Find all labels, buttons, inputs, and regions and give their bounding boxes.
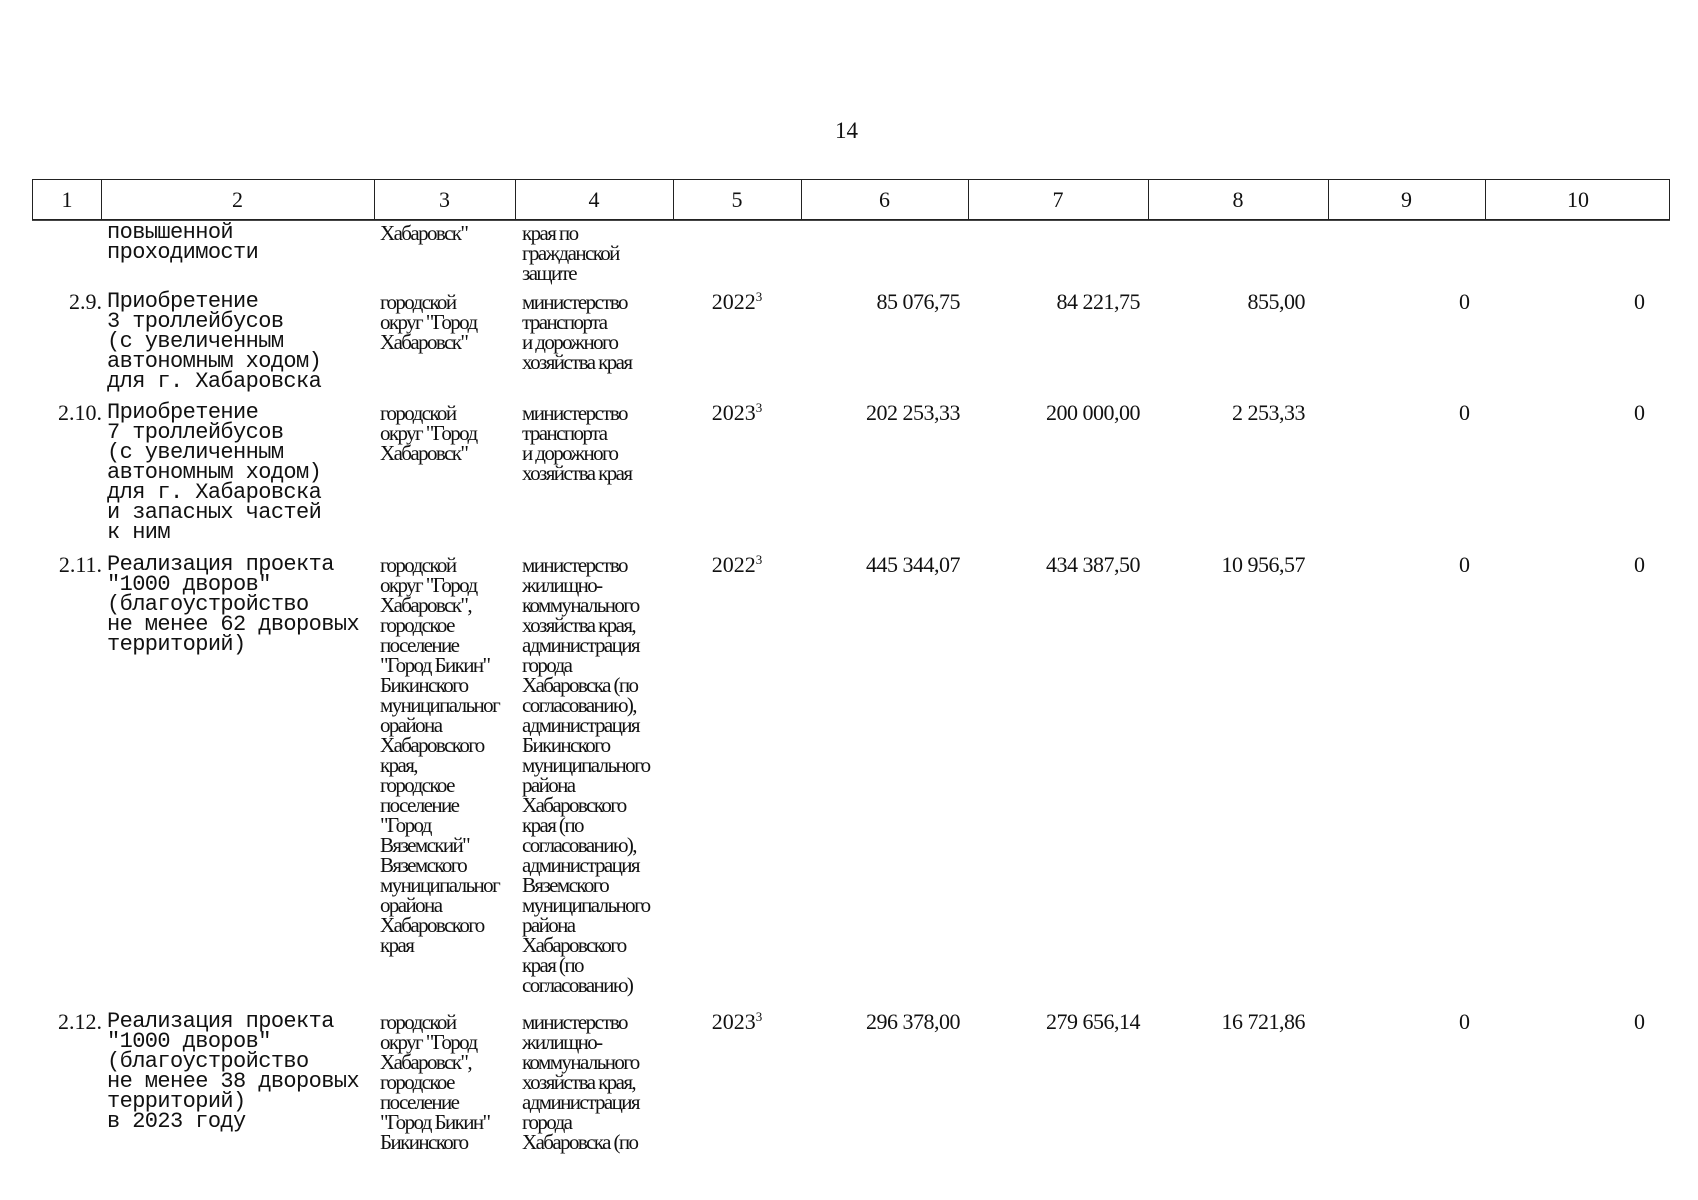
text-line: муниципального — [522, 893, 650, 917]
text-line: орайона — [380, 893, 442, 917]
text-line: муниципальног — [380, 873, 500, 897]
row-value-col7: 279 656,14 — [1046, 1009, 1140, 1034]
text-line: района — [522, 913, 575, 937]
text-line: не менее 38 дворовых — [107, 1069, 360, 1094]
text-line: Хабаровского — [522, 933, 626, 957]
text-line: Бикинского — [522, 733, 610, 757]
text-line: Хабаровского — [380, 733, 484, 757]
text-line: Хабаровска (по — [522, 673, 638, 697]
text-line: "Город — [380, 813, 431, 837]
row-name — [107, 400, 377, 545]
row-executor — [380, 1012, 520, 1152]
text-line: согласованию) — [522, 973, 633, 997]
text-line: Приобретение — [107, 289, 259, 314]
text-line: министерство — [522, 290, 627, 314]
text-line: гражданской — [522, 241, 619, 265]
header-col-7: 7 — [968, 180, 1149, 219]
text-line: городское — [380, 1070, 454, 1094]
text-line: для г. Хабаровска — [107, 369, 322, 394]
row-responsible — [522, 292, 672, 372]
text-line: защите — [522, 261, 576, 285]
text-line: края — [380, 933, 414, 957]
text-line: Хабаровского — [522, 793, 626, 817]
row-executor — [380, 555, 520, 955]
row-value-col9: 0 — [1459, 552, 1470, 577]
text-line: поселение — [380, 793, 459, 817]
text-line: транспорта — [522, 421, 607, 445]
text-line: автономным ходом) — [107, 349, 322, 374]
text-line: не менее 62 дворовых — [107, 612, 360, 637]
text-line: края (по — [522, 813, 583, 837]
text-line: министерство — [522, 1010, 627, 1034]
header-col-6: 6 — [801, 180, 969, 219]
text-line: 2023 — [711, 400, 756, 425]
text-line: администрация — [522, 713, 639, 737]
row-name — [107, 289, 377, 394]
text-line: территорий) — [107, 632, 246, 657]
text-line: хозяйства края — [522, 350, 632, 374]
text-line: жилищно- — [522, 573, 602, 597]
footnote-mark: 3 — [755, 289, 763, 304]
row-name — [107, 220, 377, 265]
text-line: Бикинского — [380, 1130, 468, 1154]
text-line: Приобретение — [107, 400, 259, 425]
row-value-col6: 296 378,00 — [866, 1009, 960, 1034]
text-line: Вяземского — [380, 853, 467, 877]
text-line: к ним — [107, 520, 171, 545]
text-line: проходимости — [107, 240, 259, 265]
text-line: городской — [380, 290, 456, 314]
header-col-4: 4 — [515, 180, 674, 219]
row-year — [674, 400, 800, 425]
text-line: Хабаровск", — [380, 593, 472, 617]
row-executor — [380, 403, 520, 463]
row-year — [674, 1009, 800, 1034]
text-line: "Город Бикин" — [380, 653, 490, 677]
footnote-mark: 3 — [755, 1009, 763, 1024]
text-line: города — [522, 1110, 572, 1134]
header-underline — [32, 220, 1670, 221]
header-col-2: 2 — [101, 180, 375, 219]
text-line: Хабаровск" — [380, 330, 468, 354]
row-name — [107, 552, 377, 657]
text-line: транспорта — [522, 310, 607, 334]
text-line: 7 троллейбусов — [107, 420, 284, 445]
text-line: территорий) — [107, 1089, 246, 1114]
text-line: края по — [522, 221, 578, 245]
text-line: коммунального — [522, 1050, 639, 1074]
row-number: 2.11. — [58, 552, 102, 577]
row-value-col8: 10 956,57 — [1221, 552, 1305, 577]
row-responsible — [522, 555, 672, 995]
text-line: "Город Бикин" — [380, 1110, 490, 1134]
table-header-row — [32, 179, 1670, 220]
text-line: городской — [380, 401, 456, 425]
text-line: городское — [380, 773, 454, 797]
text-line: Реализация проекта — [107, 552, 334, 577]
row-number: 2.10. — [58, 400, 102, 425]
row-executor — [380, 223, 520, 243]
text-line: 2023 — [711, 1009, 756, 1034]
text-line: Хабаровского — [380, 913, 484, 937]
text-line: муниципальног — [380, 693, 500, 717]
text-line: повышенной — [107, 220, 234, 245]
row-value-col9: 0 — [1459, 400, 1470, 425]
text-line: 3 троллейбусов — [107, 309, 284, 334]
text-line: Бикинского — [380, 673, 468, 697]
row-value-col6: 202 253,33 — [866, 400, 960, 425]
text-line: поселение — [380, 633, 459, 657]
text-line: и запасных частей — [107, 500, 322, 525]
row-value-col7: 434 387,50 — [1046, 552, 1140, 577]
row-name — [107, 1009, 377, 1134]
text-line: орайона — [380, 713, 442, 737]
row-value-col8: 16 721,86 — [1221, 1009, 1305, 1034]
text-line: Вяземского — [522, 873, 609, 897]
row-value-col7: 84 221,75 — [1056, 289, 1140, 314]
text-line: округ "Город — [380, 1030, 477, 1054]
text-line: края, — [380, 753, 417, 777]
row-year — [674, 552, 800, 577]
text-line: администрация — [522, 1090, 639, 1114]
row-value-col9: 0 — [1459, 1009, 1470, 1034]
text-line: Хабаровск" — [380, 441, 468, 465]
row-value-col10: 0 — [1634, 400, 1645, 425]
text-line: городской — [380, 1010, 456, 1034]
header-col-3: 3 — [374, 180, 516, 219]
text-line: министерство — [522, 401, 627, 425]
row-year — [674, 289, 800, 314]
text-line: Хабаровск", — [380, 1050, 472, 1074]
row-number: 2.9. — [69, 289, 102, 314]
header-col-10: 10 — [1567, 186, 1589, 212]
row-responsible — [522, 1012, 672, 1152]
row-value-col9: 0 — [1459, 289, 1470, 314]
text-line: Реализация проекта — [107, 1009, 334, 1034]
text-line: и дорожного — [522, 441, 618, 465]
text-line: администрация — [522, 633, 639, 657]
text-line: Хабаровска (по — [522, 1130, 638, 1154]
text-line: в 2023 году — [107, 1109, 246, 1134]
text-line: 2022 — [711, 289, 756, 314]
text-line: "1000 дворов" — [107, 1029, 271, 1054]
text-line: автономным ходом) — [107, 460, 322, 485]
row-value-col10: 0 — [1634, 289, 1645, 314]
text-line: министерство — [522, 553, 627, 577]
text-line: 2022 — [711, 552, 756, 577]
text-line: округ "Город — [380, 421, 477, 445]
text-line: Хабаровск" — [380, 221, 468, 245]
header-col-1: 1 — [33, 180, 102, 219]
header-col-9: 9 — [1328, 180, 1486, 219]
row-responsible — [522, 403, 672, 483]
row-value-col8: 855,00 — [1247, 289, 1305, 314]
row-value-col10: 0 — [1634, 552, 1645, 577]
text-line: городское — [380, 613, 454, 637]
text-line: округ "Город — [380, 573, 477, 597]
footnote-mark: 3 — [755, 400, 763, 415]
text-line: хозяйства края — [522, 461, 632, 485]
row-value-col6: 445 344,07 — [866, 552, 960, 577]
row-value-col7: 200 000,00 — [1046, 400, 1140, 425]
row-value-col6: 85 076,75 — [876, 289, 960, 314]
text-line: и дорожного — [522, 330, 618, 354]
text-line: городской — [380, 553, 456, 577]
row-number: 2.12. — [58, 1009, 102, 1034]
text-line: (благоустройство — [107, 1049, 309, 1074]
text-line: Вяземский" — [380, 833, 470, 857]
text-line: согласованию), — [522, 833, 636, 857]
header-col-8: 8 — [1148, 180, 1329, 219]
row-value-col8: 2 253,33 — [1232, 400, 1305, 425]
text-line: хозяйства края, — [522, 613, 636, 637]
text-line: района — [522, 773, 575, 797]
text-line: (с увеличенным — [107, 440, 284, 465]
row-executor — [380, 292, 520, 352]
text-line: хозяйства края, — [522, 1070, 636, 1094]
row-value-col10: 0 — [1634, 1009, 1645, 1034]
text-line: "1000 дворов" — [107, 572, 271, 597]
text-line: (благоустройство — [107, 592, 309, 617]
text-line: согласованию), — [522, 693, 636, 717]
header-col-5: 5 — [673, 180, 802, 219]
text-line: края (по — [522, 953, 583, 977]
text-line: для г. Хабаровска — [107, 480, 322, 505]
text-line: города — [522, 653, 572, 677]
footnote-mark: 3 — [755, 552, 763, 567]
text-line: муниципального — [522, 753, 650, 777]
page-number: 14 — [835, 118, 858, 143]
text-line: жилищно- — [522, 1030, 602, 1054]
text-line: округ "Город — [380, 310, 477, 334]
text-line: (с увеличенным — [107, 329, 284, 354]
row-responsible — [522, 223, 672, 283]
text-line: администрация — [522, 853, 639, 877]
text-line: поселение — [380, 1090, 459, 1114]
text-line: коммунального — [522, 593, 639, 617]
